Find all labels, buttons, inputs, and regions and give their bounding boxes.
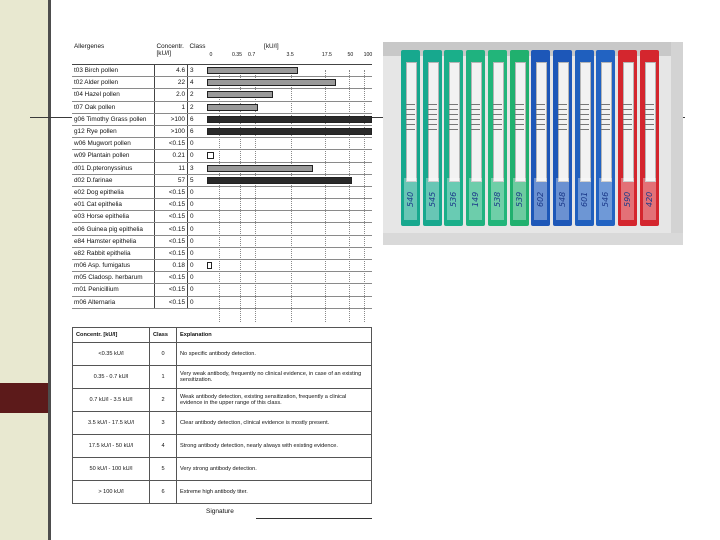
allergen-level-bar — [207, 165, 312, 172]
allergen-results-table — [72, 42, 372, 309]
allergen-concentration: 2.0 — [155, 89, 188, 101]
test-strip — [401, 50, 420, 226]
strip-bands — [471, 100, 480, 130]
allergen-concentration: <0.15 — [155, 199, 188, 211]
explain-text: Extreme high antibody titer. — [177, 481, 372, 504]
allergen-table-header — [72, 42, 372, 65]
class-explanation-table — [72, 327, 372, 504]
explain-class: 3 — [150, 412, 177, 435]
allergen-bar-cell — [207, 211, 372, 223]
allergen-name: t03 Birch pollen — [72, 65, 155, 77]
allergen-class: 0 — [188, 296, 208, 308]
scale-tick-label: 0 — [209, 52, 213, 58]
explain-concentration: <0.35 kU/l — [73, 343, 150, 366]
test-strip — [618, 50, 637, 226]
explain-header-explanation: Explanation — [177, 328, 372, 343]
header-class: Class — [188, 42, 208, 65]
allergen-class: 0 — [188, 235, 208, 247]
allergen-class: 0 — [188, 211, 208, 223]
allergen-concentration: <0.15 — [155, 235, 188, 247]
strip-bands — [645, 100, 654, 130]
allergen-name: e84 Hamster epithelia — [72, 235, 155, 247]
header-allergen: Allergenes — [72, 42, 155, 65]
allergen-bar-cell — [207, 247, 372, 259]
strip-label: 602 — [534, 178, 547, 220]
scale-tick-label: 3.5 — [286, 52, 294, 58]
allergen-name: w06 Mugwort pollen — [72, 138, 155, 150]
allergen-bar-cell — [207, 113, 372, 125]
allergen-row — [72, 77, 372, 89]
allergen-name: e06 Guinea pig epithelia — [72, 223, 155, 235]
test-strip — [510, 50, 529, 226]
scale-tick-label: 100 — [363, 52, 373, 58]
allergen-row — [72, 125, 372, 137]
allergen-concentration: <0.15 — [155, 138, 188, 150]
strip-label: 590 — [621, 178, 634, 220]
allergen-row — [72, 101, 372, 113]
strip-label: 539 — [513, 178, 526, 220]
header-scale — [207, 42, 372, 65]
allergen-bar-cell — [207, 284, 372, 296]
allergen-level-bar — [207, 67, 297, 74]
strip-label: 536 — [447, 178, 460, 220]
allergen-bar-cell — [207, 174, 372, 186]
explain-header-concentration: Concentr. [kU/l] — [73, 328, 150, 343]
allergen-name: m05 Cladosp. herbarum — [72, 272, 155, 284]
strip-label: 540 — [404, 178, 417, 220]
strip-bands — [558, 100, 567, 130]
explain-concentration: 17.5 kU/l - 50 kU/l — [73, 435, 150, 458]
allergen-level-bar — [207, 79, 335, 86]
allergen-row — [72, 199, 372, 211]
allergen-level-bar — [207, 152, 214, 159]
allergen-class: 0 — [188, 284, 208, 296]
allergen-concentration: 11 — [155, 162, 188, 174]
allergen-class: 6 — [188, 113, 208, 125]
allergen-name: e01 Cat epithelia — [72, 199, 155, 211]
strip-bands — [449, 100, 458, 130]
allergen-concentration: <0.15 — [155, 272, 188, 284]
explain-text: Strong antibody detection, nearly always with existing evidence. — [177, 435, 372, 458]
explain-text: No specific antibody detection. — [177, 343, 372, 366]
strip-bands — [536, 100, 545, 130]
strip-label: 420 — [643, 178, 656, 220]
allergen-concentration: >100 — [155, 113, 188, 125]
allergen-name: t07 Oak pollen — [72, 101, 155, 113]
strip-label: 546 — [599, 178, 612, 220]
allergen-concentration: <0.15 — [155, 296, 188, 308]
allergen-level-bar — [207, 128, 372, 135]
allergen-row — [72, 162, 372, 174]
allergen-name: t04 Hazel pollen — [72, 89, 155, 101]
allergen-row — [72, 150, 372, 162]
allergen-level-bar — [207, 116, 372, 123]
test-strip — [531, 50, 550, 226]
allergen-level-bar — [207, 177, 352, 184]
allergen-row — [72, 186, 372, 198]
allergen-row — [72, 174, 372, 186]
explain-text: Very weak antibody, frequently no clinical evidence, in case of an existing sensitization. — [177, 366, 372, 389]
allergen-name: e82 Rabbit epithelia — [72, 247, 155, 259]
strip-label: 548 — [556, 178, 569, 220]
allergen-concentration: 0.18 — [155, 260, 188, 272]
strip-bands — [515, 100, 524, 130]
allergen-class: 6 — [188, 125, 208, 137]
scale-unit: [kU/l] — [264, 43, 279, 50]
allergen-name: t02 Alder pollen — [72, 77, 155, 89]
allergen-bar-cell — [207, 125, 372, 137]
allergen-bar-cell — [207, 186, 372, 198]
allergen-bar-cell — [207, 89, 372, 101]
allergen-class: 5 — [188, 174, 208, 186]
allergen-row — [72, 296, 372, 308]
allergen-name: e02 Dog epithelia — [72, 186, 155, 198]
allergen-bar-cell — [207, 223, 372, 235]
header-concentration: Concentr. [kU/l] — [155, 42, 188, 65]
allergen-name: g06 Timothy Grass pollen — [72, 113, 155, 125]
strip-label: 601 — [578, 178, 591, 220]
test-strip — [640, 50, 659, 226]
allergen-concentration: 1 — [155, 101, 188, 113]
scale-tick-label: 0.7 — [248, 52, 256, 58]
allergen-row — [72, 211, 372, 223]
strip-label: 545 — [426, 178, 439, 220]
explain-concentration: 0.35 - 0.7 kU/l — [73, 366, 150, 389]
allergen-row — [72, 247, 372, 259]
signature-line — [256, 518, 372, 519]
allergen-bar-cell — [207, 162, 372, 174]
test-strip — [575, 50, 594, 226]
allergen-class: 3 — [188, 65, 208, 77]
allergen-row — [72, 223, 372, 235]
allergen-row — [72, 89, 372, 101]
allergen-class: 0 — [188, 260, 208, 272]
allergen-concentration: >100 — [155, 125, 188, 137]
test-strip — [466, 50, 485, 226]
allergen-bar-cell — [207, 296, 372, 308]
sidebar-accent-bar — [0, 383, 48, 413]
explain-text: Clear antibody detection, clinical evidence is mostly present. — [177, 412, 372, 435]
slide-rule-right — [683, 117, 685, 118]
allergen-class: 0 — [188, 199, 208, 211]
explain-class: 2 — [150, 389, 177, 412]
strip-bands — [580, 100, 589, 130]
allergen-row — [72, 260, 372, 272]
allergen-concentration: 22 — [155, 77, 188, 89]
test-strip — [553, 50, 572, 226]
allergy-test-report — [72, 38, 372, 540]
allergen-concentration: <0.15 — [155, 186, 188, 198]
allergen-name: m06 Asp. fumigatus — [72, 260, 155, 272]
allergen-name: d02 D.farinae — [72, 174, 155, 186]
explain-row — [73, 412, 372, 435]
strip-bands — [623, 100, 632, 130]
allergen-row — [72, 235, 372, 247]
allergen-concentration: <0.15 — [155, 211, 188, 223]
explain-concentration: 50 kU/l - 100 kU/l — [73, 458, 150, 481]
allergen-class: 4 — [188, 77, 208, 89]
allergen-class: 0 — [188, 223, 208, 235]
slide-sidebar — [0, 0, 48, 540]
allergen-class: 0 — [188, 272, 208, 284]
allergen-bar-cell — [207, 235, 372, 247]
scale-tick-label: 17.5 — [321, 52, 332, 58]
allergen-concentration: <0.15 — [155, 223, 188, 235]
allergen-level-bar — [207, 262, 212, 269]
allergen-bar-cell — [207, 138, 372, 150]
explain-class: 4 — [150, 435, 177, 458]
explain-row — [73, 366, 372, 389]
photo-tray-bottom — [383, 233, 683, 245]
strip-bands — [428, 100, 437, 130]
allergen-bar-cell — [207, 272, 372, 284]
test-strip — [488, 50, 507, 226]
allergen-class: 0 — [188, 138, 208, 150]
allergen-bar-cell — [207, 65, 372, 77]
allergen-row — [72, 138, 372, 150]
allergen-name: g12 Rye pollen — [72, 125, 155, 137]
allergen-row — [72, 65, 372, 77]
explain-row — [73, 458, 372, 481]
allergen-concentration: <0.15 — [155, 247, 188, 259]
allergen-row — [72, 284, 372, 296]
allergen-name: w09 Plantain pollen — [72, 150, 155, 162]
test-strip — [444, 50, 463, 226]
allergen-level-bar — [207, 104, 258, 111]
strip-label: 538 — [491, 178, 504, 220]
allergen-class: 3 — [188, 162, 208, 174]
allergen-bar-cell — [207, 101, 372, 113]
allergen-row — [72, 113, 372, 125]
allergen-bar-cell — [207, 199, 372, 211]
test-strips-photo — [383, 42, 683, 245]
explain-text: Weak antibody detection, existing sensitization, frequently a clinical evidence in the upper range of this class. — [177, 389, 372, 412]
explain-header-class: Class — [150, 328, 177, 343]
allergen-class: 0 — [188, 247, 208, 259]
allergen-bar-cell — [207, 77, 372, 89]
explain-class: 1 — [150, 366, 177, 389]
allergen-concentration: <0.15 — [155, 284, 188, 296]
explain-row — [73, 389, 372, 412]
test-strip — [423, 50, 442, 226]
explain-class: 0 — [150, 343, 177, 366]
explain-text: Very strong antibody detection. — [177, 458, 372, 481]
allergen-name: m06 Alternaria — [72, 296, 155, 308]
explain-concentration: 3.5 kU/l - 17.5 kU/l — [73, 412, 150, 435]
strip-bands — [406, 100, 415, 130]
explain-concentration: 0.7 kU/l - 3.5 kU/l — [73, 389, 150, 412]
allergen-bar-cell — [207, 150, 372, 162]
sidebar-stripe — [48, 0, 51, 540]
allergen-level-bar — [207, 91, 273, 98]
slide-rule-left — [30, 117, 72, 118]
photo-tray-side — [671, 42, 683, 245]
allergen-class: 0 — [188, 150, 208, 162]
allergen-bar-cell — [207, 260, 372, 272]
explain-table-header — [73, 328, 372, 343]
strip-label: 149 — [469, 178, 482, 220]
allergen-class: 0 — [188, 186, 208, 198]
explain-row — [73, 343, 372, 366]
strip-bands — [493, 100, 502, 130]
scale-tick-label: 50 — [347, 52, 354, 58]
allergen-concentration: 57 — [155, 174, 188, 186]
allergen-name: e03 Horse epithelia — [72, 211, 155, 223]
explain-row — [73, 435, 372, 458]
scale-tick-label: 0.35 — [231, 52, 243, 58]
explain-concentration: > 100 kU/l — [73, 481, 150, 504]
allergen-class: 2 — [188, 89, 208, 101]
allergen-concentration: 0.21 — [155, 150, 188, 162]
allergen-row — [72, 272, 372, 284]
test-strip — [596, 50, 615, 226]
allergen-class: 2 — [188, 101, 208, 113]
explain-class: 5 — [150, 458, 177, 481]
allergen-name: d01 D.pteronyssinus — [72, 162, 155, 174]
signature-label: Signature — [206, 508, 234, 515]
allergen-concentration: 4.6 — [155, 65, 188, 77]
allergen-name: m01 Penicillium — [72, 284, 155, 296]
explain-class: 6 — [150, 481, 177, 504]
explain-row — [73, 481, 372, 504]
strip-bands — [601, 100, 610, 130]
scale-tick-labels — [209, 43, 373, 58]
